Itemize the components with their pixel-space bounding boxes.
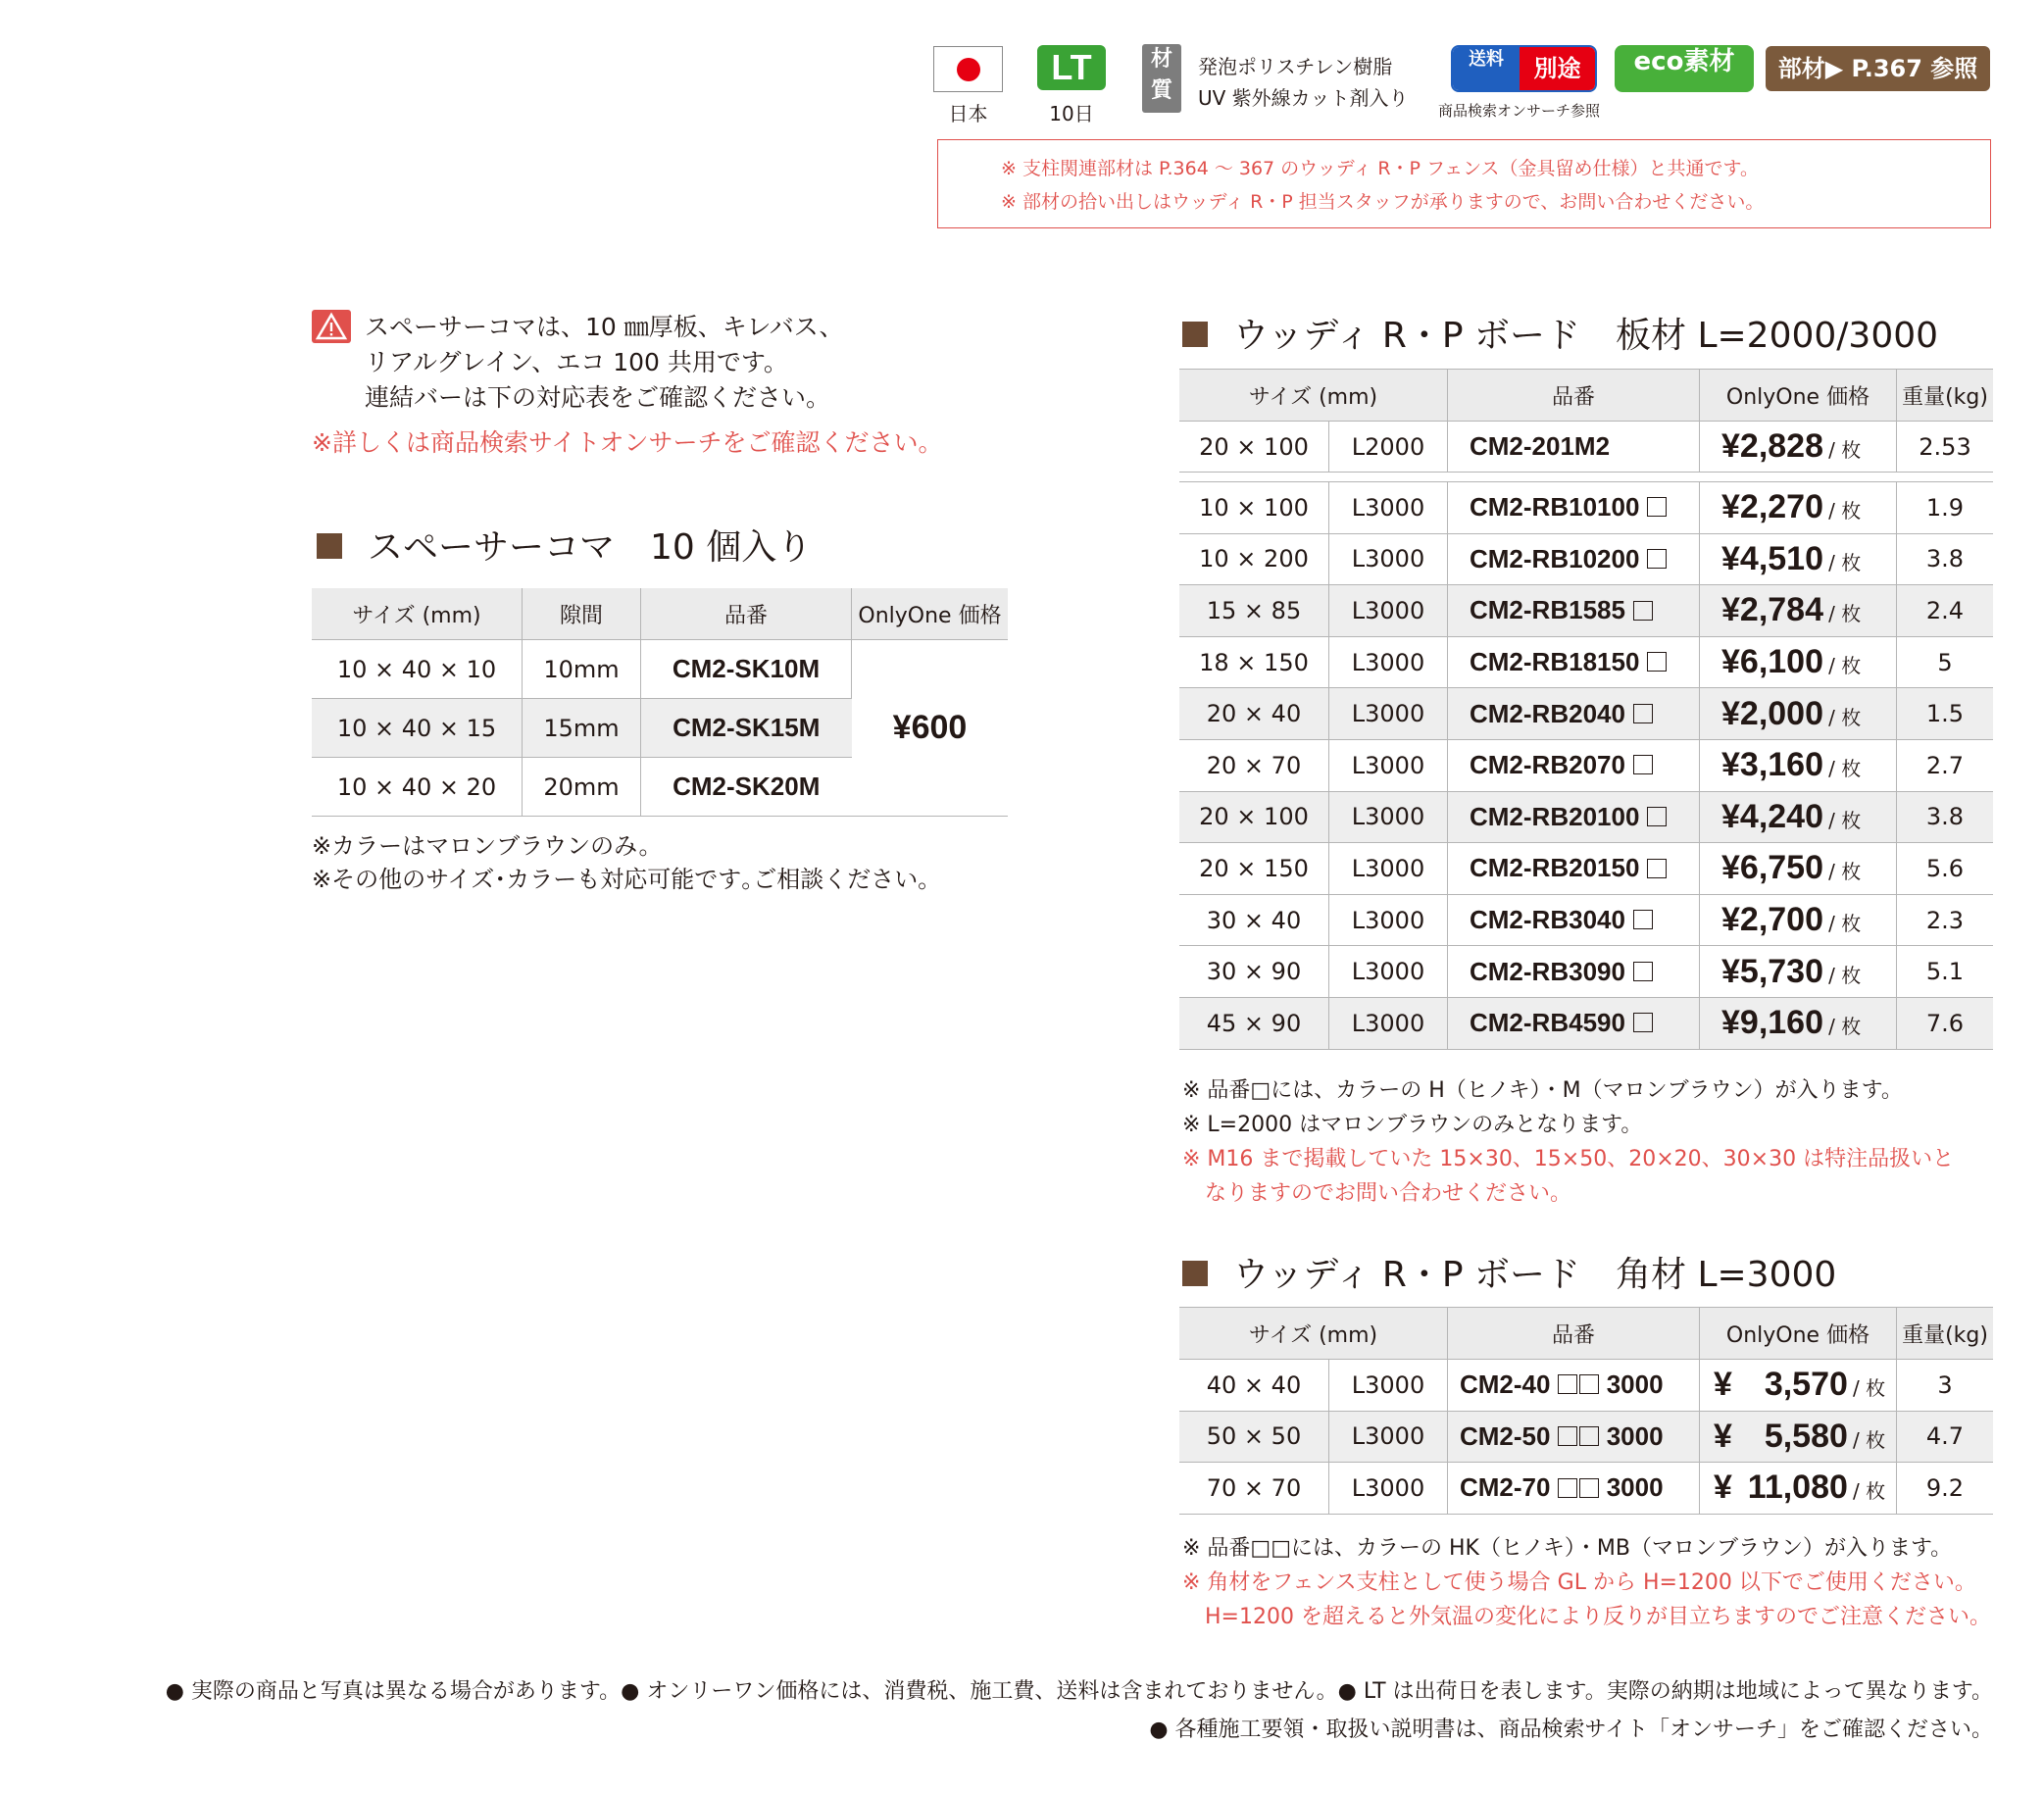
board-notes [1182,1073,1954,1211]
size-cell: 10 × 200 [1179,533,1329,585]
column-header: 隙間 [523,588,641,640]
warning-text [365,310,844,416]
notice-line: ※ 部材の拾い出しはウッディ R・P 担当スタッフが承りますので、お問い合わせください。 [1001,191,1765,213]
color-placeholder-box [1647,549,1667,569]
table-row [1179,422,1993,473]
table-row [1179,1463,1993,1515]
spacer-notes [312,829,941,896]
weight-cell: 1.9 [1925,493,1965,522]
color-placeholder-box [1579,1426,1599,1446]
japan-flag-icon [933,46,1003,92]
code-value: CM2-RB3090 [1470,956,1625,986]
table-row [1179,894,1993,946]
price-unit: / 枚 [1853,1376,1886,1401]
code-cell [1448,585,1700,637]
note-line: ※ 品番□□には、カラーの HK（ヒノキ）・MB（マロンブラウン）が入ります。 [1182,1536,1953,1561]
shipping-label: 送料 [1453,47,1520,90]
price-value: ¥6,100 [1721,643,1823,681]
note-line: ※カラーはマロンブラウンのみ。 [312,832,663,860]
length-cell: L3000 [1329,843,1448,895]
column-header: 品番 [1448,1308,1700,1360]
price-value: ¥2,784 [1721,591,1823,629]
weight-cell: 3.8 [1897,791,1994,843]
price-cell [1700,585,1897,637]
code-cell [1448,688,1700,740]
table-row [1179,585,1993,637]
price-unit: / 枚 [1828,808,1862,832]
shipping-separate-label: 別途 [1520,47,1595,90]
weight-cell: 9.2 [1925,1473,1965,1502]
weight-cell: 3 [1937,1370,1953,1399]
length-cell: L3000 [1329,997,1448,1049]
price-value: 11,080 [1747,1469,1848,1507]
material-badge-text: 材質 [1151,47,1173,103]
color-placeholder-box [1579,1478,1599,1498]
note-line: ※その他のサイズ･カラーも対応可能です｡ご相談ください。 [312,866,942,893]
price-yen: ¥ [1714,1417,1732,1455]
column-header: サイズ (mm) [312,588,523,640]
size-cell: 10 × 40 × 15 [312,699,523,758]
heading-marker [1182,322,1208,347]
code-value: CM2-RB18150 [1470,647,1640,677]
weight-cell: 2.4 [1897,585,1994,637]
code-cell [1448,636,1700,688]
color-placeholder-box [1633,962,1653,981]
code-cell: CM2-SK20M [673,772,821,801]
gap-cell: 20mm [523,758,641,817]
spacer-section-heading [317,520,812,570]
price-cell [1700,422,1897,473]
size-cell: 40 × 40 [1179,1360,1329,1412]
table-row [1179,739,1993,791]
notice-box [937,139,1991,228]
price-unit: / 枚 [1828,602,1862,626]
table-row [1179,791,1993,843]
footer-line: ● 実際の商品と写真は異なる場合があります。● オンリーワン価格には、消費税、施工費、送料は含まれておりません。● LT は出荷日を表します。実際の納期は地域によって異なります。 [165,1679,1993,1704]
table-row [1179,1360,1993,1412]
length-cell: L3000 [1329,533,1448,585]
color-placeholder-box [1558,1478,1577,1498]
column-header: 重量(kg) [1897,1308,1994,1360]
price-unit: / 枚 [1853,1479,1886,1504]
column-header: OnlyOne 価格 [1700,1308,1897,1360]
lt-days: 10日 [1049,102,1094,125]
code-value: CM2-RB2070 [1470,750,1625,780]
warning-line: 連結バーは下の対応表をご確認ください。 [365,383,831,412]
length-cell: L3000 [1329,1360,1448,1412]
weight-cell: 2.3 [1925,906,1965,934]
table-header-row [312,588,1008,640]
code-cell [1448,482,1700,534]
price-cell [1700,843,1897,895]
weight-cell: 5.1 [1925,958,1965,986]
length-cell: L3000 [1329,1411,1448,1463]
column-header: サイズ (mm) [1179,370,1448,422]
table-row [312,640,1008,699]
price-cell [1700,533,1897,585]
code-cell [1448,997,1700,1049]
length-cell: L3000 [1329,946,1448,998]
size-cell: 45 × 90 [1179,997,1329,1049]
column-header: 品番 [1448,370,1700,422]
price-yen: ¥ [1714,1469,1732,1507]
spacer-table [312,588,1008,817]
weight-cell: 4.7 [1897,1411,1994,1463]
note-line-red: なりますのでお問い合わせください。 [1205,1181,1572,1206]
price-value: ¥9,160 [1721,1004,1823,1042]
price-value: 5,580 [1764,1417,1848,1455]
notice-line: ※ 支柱関連部材は P.364 ～ 367 のウッディ R・P フェンス（金具留め仕様）と共通です。 [1001,158,1759,179]
price-yen: ¥ [1714,1366,1732,1404]
note-line: ※ L=2000 はマロンブラウンのみとなります。 [1182,1113,1643,1137]
length-cell: L3000 [1329,1463,1448,1515]
size-cell: 20 × 70 [1179,739,1329,791]
price-value: ¥4,240 [1721,797,1823,835]
price-unit: / 枚 [1828,499,1862,523]
price-value: ¥2,700 [1721,901,1823,939]
code-cell [1448,894,1700,946]
table-row [1179,843,1993,895]
weight-cell: 1.5 [1897,688,1994,740]
price-cell [1700,636,1897,688]
column-header: 品番 [641,588,852,640]
eco-badge: eco素材 [1615,45,1754,92]
price-cell [1700,1411,1897,1463]
color-placeholder-box [1633,1013,1653,1032]
code-cell: CM2-201M2 [1448,422,1700,473]
length-cell: L2000 [1329,422,1448,473]
price-cell [1700,791,1897,843]
code-value: CM2-RB1585 [1470,595,1625,625]
price-cell [1700,894,1897,946]
price-cell [1700,482,1897,534]
table-row [1179,533,1993,585]
table-row [1179,1411,1993,1463]
color-placeholder-box [1633,910,1653,929]
warning-red-note: ※詳しくは商品検索サイトオンサーチをご確認ください。 [312,428,943,457]
board-table-3000 [1179,481,1993,1050]
table-row [1179,482,1993,534]
price-value: 3,570 [1764,1366,1848,1404]
size-cell: 30 × 40 [1179,894,1329,946]
note-line-red: H=1200 を超えると外気温の変化により反りが目立ちますのでご注意ください。 [1205,1605,1991,1629]
color-placeholder-box [1558,1426,1577,1446]
column-header: サイズ (mm) [1179,1308,1448,1360]
size-cell: 20 × 100 [1179,791,1329,843]
square-title: ウッディ R・P ボード 角材 L=3000 [1233,1255,1837,1295]
note-line-red: ※ M16 まで掲載していた 15×30、15×50、20×20、30×30 は特注品扱いと [1182,1147,1955,1171]
price-unit: / 枚 [1828,438,1862,462]
price-unit: / 枚 [1828,705,1862,729]
price-value: ¥4,510 [1721,539,1823,577]
column-header: OnlyOne 価格 [852,588,1009,640]
board-section-heading [1182,308,1938,358]
price-value: ¥5,730 [1721,952,1823,990]
code-prefix: CM2-40 [1460,1370,1551,1400]
code-value: CM2-RB10200 [1470,543,1640,573]
material-line: UV 紫外線カット剤入り [1198,86,1409,110]
weight-cell: 5 [1937,648,1953,676]
table-row [1179,997,1993,1049]
color-placeholder-box [1558,1374,1577,1394]
length-cell: L3000 [1329,636,1448,688]
gap-cell: 15mm [523,699,641,758]
heading-marker [317,533,342,559]
code-cell [1448,843,1700,895]
parts-reference-badge: 部材▶ P.367 参照 [1766,46,1990,91]
code-suffix: 3000 [1606,1420,1664,1451]
material-badge [1142,44,1181,113]
price-unit: / 枚 [1828,757,1862,781]
warning-line: スペーサーコマは、10 ㎜厚板、キレバス、 [365,313,844,341]
length-cell: L3000 [1329,585,1448,637]
table-row [1179,636,1993,688]
price-value: ¥6,750 [1721,849,1823,887]
price-value: ¥2,000 [1721,694,1823,732]
note-line-red: ※ 角材をフェンス支柱として使う場合 GL から H=1200 以下でご使用ください。 [1182,1570,1976,1595]
price-cell [1700,1360,1897,1412]
table-header-row [1179,370,1993,422]
size-cell: 15 × 85 [1179,585,1329,637]
price-unit: / 枚 [1828,550,1862,574]
code-cell [1448,1463,1700,1515]
price-unit: / 枚 [1828,860,1862,884]
price-cell [1700,946,1897,998]
color-placeholder-box [1633,704,1653,723]
size-cell: 20 × 40 [1179,688,1329,740]
size-cell: 30 × 90 [1179,946,1329,998]
price-unit: / 枚 [1828,1015,1862,1039]
code-value: CM2-RB3040 [1470,905,1625,935]
price-cell [1700,1463,1897,1515]
color-placeholder-box [1647,497,1667,517]
color-placeholder-box [1647,652,1667,672]
footer-line: ● 各種施工要領・取扱い説明書は、商品検索サイト「オンサーチ」をご確認ください。 [1149,1718,1993,1742]
board-table-2000 [1179,369,1993,473]
price-unit: / 枚 [1828,963,1862,987]
code-cell: CM2-SK15M [641,699,852,758]
code-cell [1448,1411,1700,1463]
color-placeholder-box [1633,601,1653,621]
note-line: ※ 品番□には、カラーの H（ヒノキ）・M（マロンブラウン）が入ります。 [1182,1078,1903,1103]
table-header-row [1179,1308,1993,1360]
price-value: ¥3,160 [1721,746,1823,784]
lt-badge: LT [1037,45,1106,90]
shipping-badge [1451,45,1597,92]
size-cell: 70 × 70 [1179,1463,1329,1515]
size-cell: 10 × 100 [1179,482,1329,534]
price-cell [1700,688,1897,740]
length-cell: L3000 [1329,688,1448,740]
weight-cell: 2.7 [1925,751,1965,779]
size-cell: 50 × 50 [1179,1411,1329,1463]
board-title: ウッディ R・P ボード 板材 L=2000/3000 [1233,316,1939,356]
column-header: OnlyOne 価格 [1700,370,1897,422]
color-placeholder-box [1579,1374,1599,1394]
price-unit: / 枚 [1853,1427,1886,1452]
warning-line: リアルグレイン、エコ 100 共用です。 [365,348,788,376]
color-placeholder-box [1647,807,1667,826]
shipping-caption: 商品検索オンサーチ参照 [1438,102,1601,120]
color-placeholder-box [1633,755,1653,774]
length-cell: L3000 [1329,739,1448,791]
size-cell: 10 × 40 × 20 [312,758,523,817]
length-cell: L3000 [1329,482,1448,534]
code-value: CM2-RB4590 [1470,1008,1625,1038]
price-unit: / 枚 [1828,912,1862,936]
price-unit: / 枚 [1828,654,1862,678]
price-cell: ¥600 [892,709,968,746]
code-cell: CM2-SK10M [641,640,852,699]
warning-icon [312,310,351,343]
table-row [1179,946,1993,998]
price-cell [1700,739,1897,791]
price-value: ¥2,828 [1721,427,1823,465]
code-value: CM2-RB20150 [1470,853,1640,883]
code-value: CM2-RB2040 [1470,698,1625,728]
price-cell [1700,997,1897,1049]
code-cell [1448,791,1700,843]
color-placeholder-box [1647,859,1667,878]
square-table [1179,1307,1993,1515]
square-notes [1182,1531,1991,1634]
code-cell [1448,739,1700,791]
material-text [1198,51,1408,114]
gap-cell: 10mm [523,640,641,699]
code-cell [1448,946,1700,998]
code-value: CM2-RB20100 [1470,801,1640,831]
length-cell: L3000 [1329,791,1448,843]
weight-cell: 2.53 [1919,432,1971,461]
weight-cell: 5.6 [1925,854,1965,882]
code-cell [1448,533,1700,585]
material-line: 発泡ポリスチレン樹脂 [1198,55,1393,78]
table-row [1179,688,1993,740]
price-value: ¥2,270 [1721,488,1823,526]
code-cell [1448,1360,1700,1412]
size-cell: 20 × 150 [1179,843,1329,895]
weight-cell: 7.6 [1897,997,1994,1049]
code-suffix: 3000 [1606,1370,1664,1400]
size-cell: 10 × 40 × 10 [312,640,523,699]
weight-cell: 3.8 [1925,545,1965,573]
code-prefix: CM2-70 [1460,1472,1551,1503]
size-cell: 20 × 100 [1179,422,1329,473]
code-suffix: 3000 [1606,1472,1664,1503]
square-section-heading [1182,1247,1836,1297]
column-header: 重量(kg) [1897,370,1994,422]
origin-label: 日本 [948,102,988,125]
spacer-title: スペーサーコマ 10 個入り [368,527,813,568]
code-value: CM2-RB10100 [1470,492,1640,523]
heading-marker [1182,1261,1208,1286]
size-cell: 18 × 150 [1179,636,1329,688]
length-cell: L3000 [1329,894,1448,946]
code-prefix: CM2-50 [1460,1420,1551,1451]
